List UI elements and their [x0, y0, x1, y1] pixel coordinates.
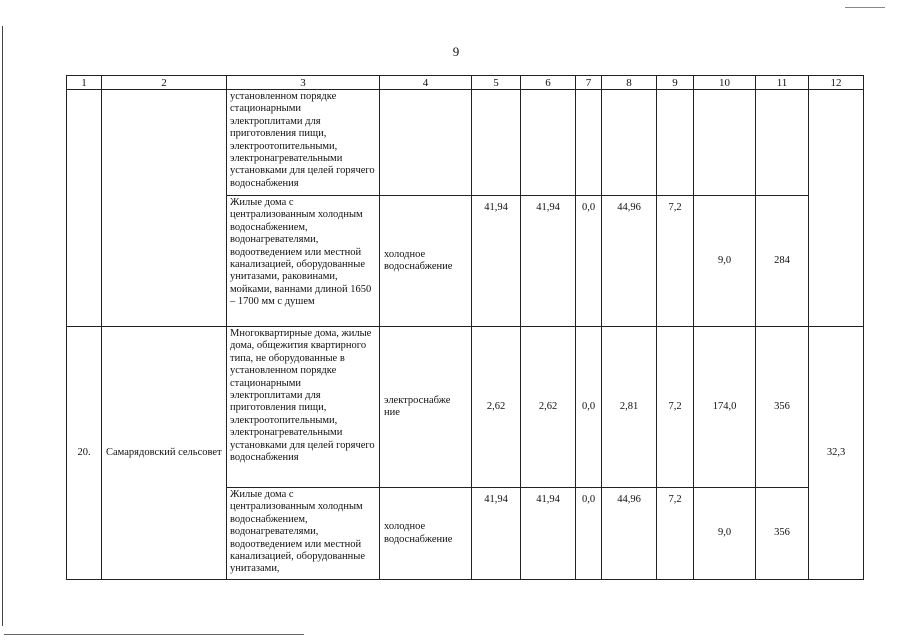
value-cell: 41,94 [472, 196, 521, 327]
table-header-row [67, 76, 864, 90]
housing-type-cell: Жилые дома с централизованным холодным водоснабжением, водонагревателями, водоотведением или местной канализацией, оборудованные унитазами, раковинами, мойками, ваннами длиной 1650 – 1700 мм с душем [227, 196, 380, 327]
value-cell: 7,2 [657, 488, 694, 580]
value-cell [657, 90, 694, 196]
value-cell [521, 90, 576, 196]
header-cell: 4 [380, 76, 472, 90]
service-cell: холодное водоснабжение [380, 196, 472, 327]
housing-type-cell: установленном порядке стационарными электроплитами для приготовления пищи, электроотопительными, электронагревательными установками для целей горячего водоснабжения [227, 90, 380, 196]
value-cell: 9,0 [694, 196, 756, 327]
service-cell: электроснабже ние [380, 327, 472, 488]
header-cell: 3 [227, 76, 380, 90]
service-cell [380, 90, 472, 196]
housing-type-cell: Многоквартирные дома, жилые дома, общежития квартирного типа, не оборудованные в установленном порядке стационарными электроплитами для приготовления пищи, электроотопительными, электронагревательными установками для целей горячего водоснабжения [227, 327, 380, 488]
value-cell: 9,0 [694, 488, 756, 580]
tariff-table [66, 75, 864, 580]
value-cell: 2,81 [602, 327, 657, 488]
value-cell: 174,0 [694, 327, 756, 488]
value-cell: 356 [756, 327, 809, 488]
value-cell: 284 [756, 196, 809, 327]
settlement-name-cell: Самарядовский сельсовет [102, 327, 227, 580]
scan-edge-left [2, 26, 3, 626]
header-cell: 10 [694, 76, 756, 90]
row-number-cell: 20. [67, 327, 102, 580]
page-number: 9 [452, 44, 460, 59]
scan-mark-top [845, 7, 885, 8]
value-cell: 356 [756, 488, 809, 580]
value-cell: 0,0 [576, 488, 602, 580]
value-cell: 2,62 [521, 327, 576, 488]
header-cell: 5 [472, 76, 521, 90]
value-cell [694, 90, 756, 196]
value-cell: 44,96 [602, 488, 657, 580]
header-cell: 1 [67, 76, 102, 90]
header-cell: 12 [809, 76, 864, 90]
value-cell: 2,62 [472, 327, 521, 488]
settlement-name-cell [102, 90, 227, 327]
housing-type-cell: Жилые дома с централизованным холодным водоснабжением, водонагревателями, водоотведением или местной канализацией, оборудованные унитазами, [227, 488, 380, 580]
value-cell: 0,0 [576, 196, 602, 327]
value-cell [576, 90, 602, 196]
value-cell: 44,96 [602, 196, 657, 327]
value-cell [472, 90, 521, 196]
value-cell: 7,2 [657, 327, 694, 488]
service-cell: холодное водоснабжение [380, 488, 472, 580]
table-row [67, 90, 864, 196]
value-cell: 0,0 [576, 327, 602, 488]
header-cell: 11 [756, 76, 809, 90]
scan-edge-bottom [4, 634, 304, 635]
value-cell [756, 90, 809, 196]
row-number-cell [67, 90, 102, 327]
value-cell: 7,2 [657, 196, 694, 327]
value-cell: 41,94 [472, 488, 521, 580]
value-cell: 41,94 [521, 488, 576, 580]
header-cell: 9 [657, 76, 694, 90]
value-cell [602, 90, 657, 196]
header-cell: 2 [102, 76, 227, 90]
header-cell: 8 [602, 76, 657, 90]
value-cell-col12 [809, 90, 864, 327]
value-cell-col12: 32,3 [809, 327, 864, 580]
value-cell: 41,94 [521, 196, 576, 327]
header-cell: 6 [521, 76, 576, 90]
table-row [67, 327, 864, 488]
header-cell: 7 [576, 76, 602, 90]
